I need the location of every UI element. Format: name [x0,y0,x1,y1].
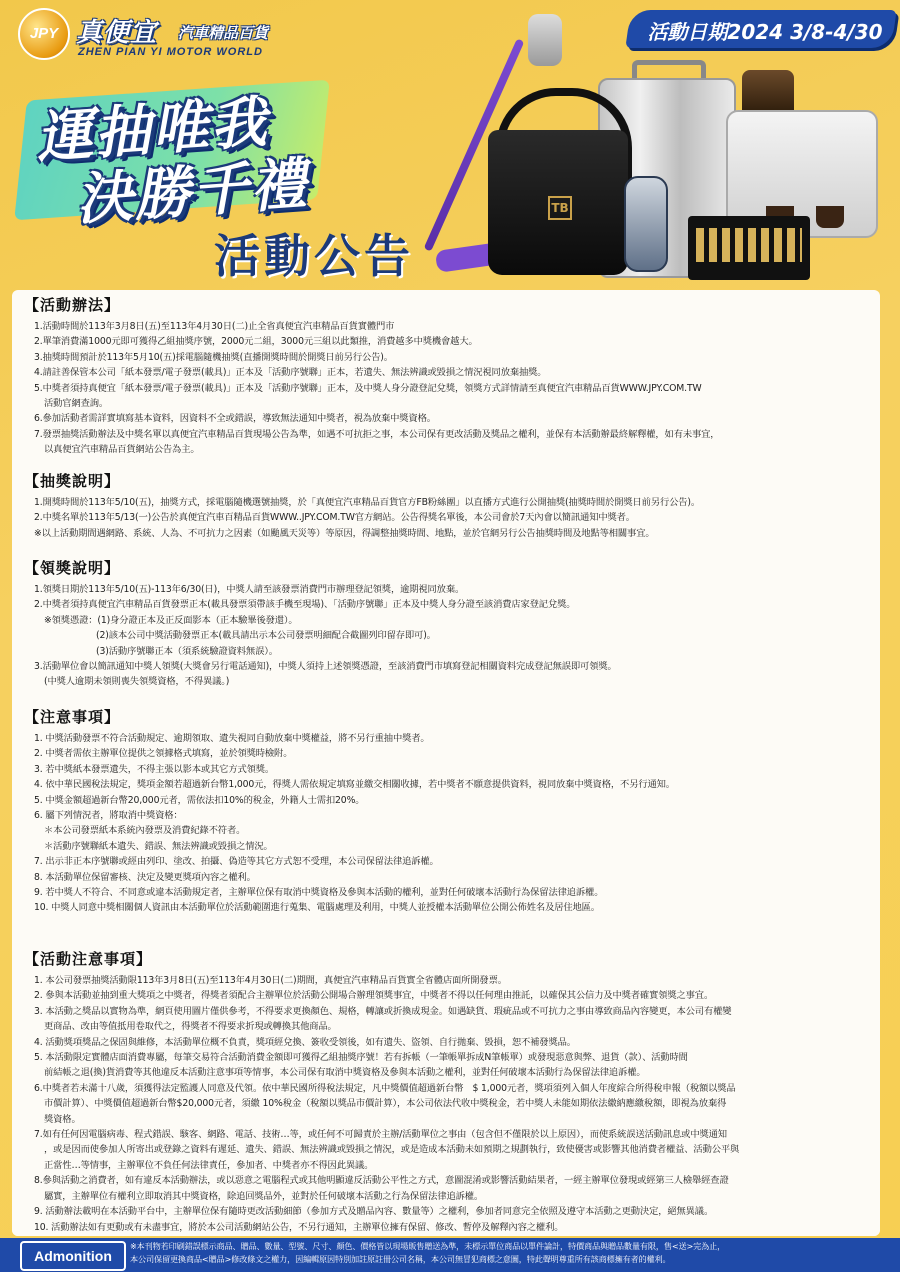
rule-line: 以真便宜汽車精品百貨網站公告為主。 [44,444,200,456]
rule-line: 市價計算）、中獎價值超過新台幣$20,000元者，須繳 10%稅金（稅額以獎品市價計算），本公司依法代收中獎稅金，若中獎人未能如期依法繳納應繳稅額，即視為放棄得 [44,1098,727,1110]
rule-line: 6.中獎者若未滿十八歲，須獲得法定監護人同意及代領。依中華民國所得稅法規定，凡中獎價值超過新台幣 $ 1,000元者，獎項須列入個人年度綜合所得稅申報（稅額以獎品 [34,1082,736,1094]
rule-line: ，或是因而使參加人所寄出或登錄之資料有遲延、遺失、錯誤、無法辨識或毀損之情況，或是造成本活動未如預期之規劃執行，致使優害或影響其他消費者權益、活動公平與 [44,1144,740,1156]
rule-line: 7.如有任何因電腦病毒、程式錯誤、駭客、網路、電話、技術…等，或任何不可歸責於主辦/活動單位之事由（包含但不僅限於以上原因），而使系統誤送活動訊息或中獎通知 [34,1129,727,1141]
rule-line: 7. 出示非正本序號聯或經由列印、塗改、拍攝、偽造等其它方式恕不受理，本公司保留法律追訴權。 [34,856,439,868]
handbag-logo-image: TB [548,196,572,220]
rule-line: ※領獎憑證：(1)身分證正本及正反面影本（正本驗畢後發還）。 [44,614,298,626]
section-body [24,973,874,1235]
rule-line: 4. 依中華民國稅法規定，獎項金額若超過新台幣1,000元，得獎人需依規定填寫並繳交相關收據，若中獎者不願意提供資料，視同放棄中獎資格，不另行通知。 [34,779,675,791]
rule-line: 5.中獎者須持真便宜「紙本發票/電子發票(載具)」正本及「活動序號聯」正本，及中獎人身分證登記兌獎，領獎方式詳情請至真便宜汽車精品百貨WWW.JPY.COM.TW [34,382,702,394]
section-body [24,731,874,916]
rule-line: 2.中獎名單於113年5/13(一)公告於真便宜汽車百精品百貨WWW..JPY.COM.TW官方網站。公告得獎名單後，本公司會於7天內會以簡訊通知中獎者。 [34,512,635,524]
rule-line: 前結帳之退(換)貨消費等其他違反本活動注意事項等情事，本公司保有取消中獎資格及參與本活動之權利，並對任何破壞本活動行為保留法律追訴權。 [44,1067,646,1079]
rule-line: 9. 若中獎人不符合、不同意或違本活動規定者，主辦單位保有取消中獎資格及參與本活動的權利，並對任何破壞本活動行為保留法律追訴權。 [34,887,604,899]
headline-line-1: 運抽唯我 [34,89,271,172]
logo-english: ZHEN PIAN YI MOTOR WORLD [78,46,263,58]
admonition-label: Admonition [20,1241,126,1271]
rule-line: 5. 本活動限定實體店面消費專屬，每筆交易符合活動消費金額即可獲得乙組抽獎序號！若有拆帳（一筆帳單拆成N筆帳單）或發現惡意與弊、退貨（款）、活動時間 [34,1052,688,1064]
rule-line: 3.活動單位會以簡訊通知中獎人領獎(大獎會另行電話通知)，中獎人須持上述領獎憑證，至該消費門市填寫登記相關資料完成登記無誤即可領獎。 [34,661,617,673]
rule-line: 1.領獎日期於113年5/10(五)-113年6/30(日)，中獎人請至該發票消費門市辦理登記領獎，逾期視同放棄。 [34,584,465,595]
coffee-cup-image [816,206,844,228]
rule-line: 6. 屬下列情況者，將取消中獎資格： [34,810,183,822]
logo-name: 真便宜 [76,18,158,48]
rule-line: 屬實，主辦單位有權利立即取消其中獎資格，除追回獎品外，並對於任何破壞本活動之行為保留法律追訴權。 [44,1190,484,1202]
admonition-line: ※本刊物若印刷錯誤標示商品、贈品、數量、型號、尺寸、顏色、價格皆以現場販售贈送為準，未標示單位商品以單件論計，特價商品與贈品數量有限，售<送>完為止， [130,1241,726,1251]
rule-line: 1. 本公司發票抽獎活動限113年3月8日(五)至113年4月30日(二)期間，真便宜汽車精品百貨實全省體店面所開發票。 [34,975,507,986]
rule-line: 正當性…等情事，主辦單位不負任何法律責任，參加者、中獎者亦不得因此異議。 [44,1159,374,1171]
admonition-text [130,1240,894,1266]
headline-subtitle: 活動公告 [214,229,414,283]
logo-subtitle: 汽車精品百貨 [178,24,269,42]
perfume-bottles-image [696,228,802,262]
section-title: 【抽獎說明】 [24,472,121,490]
brand-logo[interactable] [18,8,318,68]
rule-line: 7.發票抽獎活動辦法及中獎名單以真便宜汽車精品百貨現場公告為準，如遇不可抗拒之事，本公司保有更改活動及獎品之權利，並保有本活動辦最終解釋權，如有未事宜， [34,428,720,440]
rule-line: 3. 若中獎紙本發票遺失，不得主張以影本或其它方式領獎。 [34,763,275,775]
section-claim-info [24,557,874,690]
section-title: 【活動注意事項】 [24,950,153,968]
rule-line: (中獎人逾期未領則喪失領獎資格，不得異議。) [44,676,230,688]
section-title: 【注意事項】 [24,708,121,726]
rule-line: ※以上活動期間遇網路、系統、人為、不可抗力之因素（如颱風天災等）等原因，得調整抽獎時間、地點，並於官網另行公告抽獎時間及地點等相關事宜。 [34,527,655,539]
rule-line: 活動官網查詢。 [44,398,109,410]
section-event-notes [24,948,874,1235]
rule-line: 2. 中獎者需依主辦單位提供之領據格式填寫，並於領獎時檢附。 [34,748,293,760]
admonition-line: 本公司保留更換商品<贈品>修改條文之權力，因編輯原因特別加註原註冊公司名稱，本公司無冒犯商標之意圖，特此聲明尊重所有該商標擁有者的權利。 [130,1254,671,1264]
rule-line: 10. 中獎人同意中獎相關個人資訊由本活動單位於活動範圍進行蒐集、電腦處理及利用，中獎人並授權本活動單位公開公佈姓名及居住地區。 [34,902,600,914]
rule-line: 4.請註善保管本公司「紙本發票/電子發票(載具)」正本及「活動序號聯」正本，若遺失、無法辨識或毀損之情況視同放棄抽獎。 [34,367,547,379]
event-date: 活動日期2024 3/8-4/30 [647,20,883,44]
rule-line: 8. 本活動單位保留審核、決定及變更獎項內容之權利。 [34,871,256,883]
section-body [24,582,874,690]
logo-badge: JPY [18,8,70,60]
section-draw-info [24,470,874,541]
section-body [24,319,874,458]
section-notes [24,706,874,916]
rule-line: 獎資格。 [44,1113,81,1125]
rule-line: 2.中獎者須持真便宜汽車精品百貨發票正本(載具發票須帶該手機至現場)、「活動序號聯」正本及中獎人身分證至該消費店家登記兌獎。 [34,599,576,611]
section-body [24,495,874,541]
section-title: 【領獎說明】 [24,559,121,577]
rule-line: (2)該本公司中獎活動發票正本(載具請出示本公司發票明細配合截圖列印留存即可)。 [96,630,436,642]
rule-line: 更商品、改由等值抵用卷取代之，得獎者不得要求折現或轉換其他商品。 [44,1021,337,1033]
rule-line: 10. 活動辦法如有更動或有未盡事宜，將於本公司活動網站公告，不另行通知，主辦單位擁有保留、修改、暫停及解釋內容之權利。 [34,1221,564,1233]
rule-line: 1.開獎時間於113年5/10(五)，抽獎方式，採電腦隨機選號抽獎，於「真便宜汽車精品百貨官方FB粉絲團」以直播方式進行公開抽獎(抽獎時間於開獎日前另行公告)。 [34,497,701,508]
hero-banner [0,0,900,288]
rule-line: 4. 活動獎項獎品之保固與維修，本活動單位概不負責，獎項經兌換、簽收受領後，如有遺失、盜領、自行拋棄、毀損，恕不補發獎品。 [34,1036,576,1048]
rule-line: (3)活動序號聯正本（須系統驗證資料無誤）。 [96,645,278,657]
rule-line: 9. 活動辦法載明在本活動平台中，主辦單位保有隨時更改活動細節（參加方式及贈品內容、數量等）之權利，參加者同意完全依照及遵守本活動之更動決定，絕無異議。 [34,1206,714,1218]
vacuum-motor-image [528,14,562,66]
rule-line: 2.單筆消費滿1000元即可獲得乙組抽獎序號，2000元二組，3000元三組以此類推，消費越多中獎機會越大。 [34,336,478,348]
rule-line: ＊活動序號聯紙本遺失、錯誤、無法辨識或毀損之情況。 [44,840,273,852]
rule-line: 1.活動時間於113年3月8日(五)至113年4月30日(二)止全省真便宜汽車精品百貨實體門市 [34,321,395,332]
rule-line: 3.抽獎時間預計於113年5月10(五)採電腦隨機抽獎(直播開獎時間於開獎日前另行公告)。 [34,351,393,363]
rule-line: 8.參與活動之消費者，如有違反本活動辦法，或以惡意之電腦程式或其他明顯違反活動公平性之方式，意圖混淆或影響活動結果者，一經主辦單位發現或經第三人檢舉經查證 [34,1175,729,1187]
rule-line: 2. 參與本活動並抽到重大獎項之中獎者，得獎者須配合主辦單位於活動公開場合辦理領獎事宜，中獎者不得以任何理由推託，以確保其公信力及中獎者確實領獎之事宜。 [34,990,714,1002]
section-title: 【活動辦法】 [24,296,121,314]
rule-line: 5. 中獎金額超過新台幣20,000元者，需依法扣10%的稅金，外籍人士需扣20%。 [34,794,365,806]
headline-line-2: 決勝千禮 [74,151,311,234]
section-event-rules [24,294,874,458]
rule-line: 1. 中獎活動發票不符合活動規定、逾期領取、遺失視同自動放棄中獎權益，將不另行重抽中獎者。 [34,733,430,744]
rule-line: ＊本公司發票紙本系統內發票及消費紀錄不符者。 [44,825,246,837]
rule-line: 3. 本活動之獎品以實物為準，網頁使用圖片僅供參考，不得要求更換顏色、規格，轉讓或折換成現金。如遇缺貨、瑕疵品或不可抗力之事由導致商品內容變更，本公司有權變 [34,1005,732,1017]
shaver-image [624,176,668,272]
rule-line: 6.參加活動者需詳實填寫基本資料，因資料不全或錯誤，導致無法通知中獎者，視為放棄中獎資格。 [34,413,436,425]
